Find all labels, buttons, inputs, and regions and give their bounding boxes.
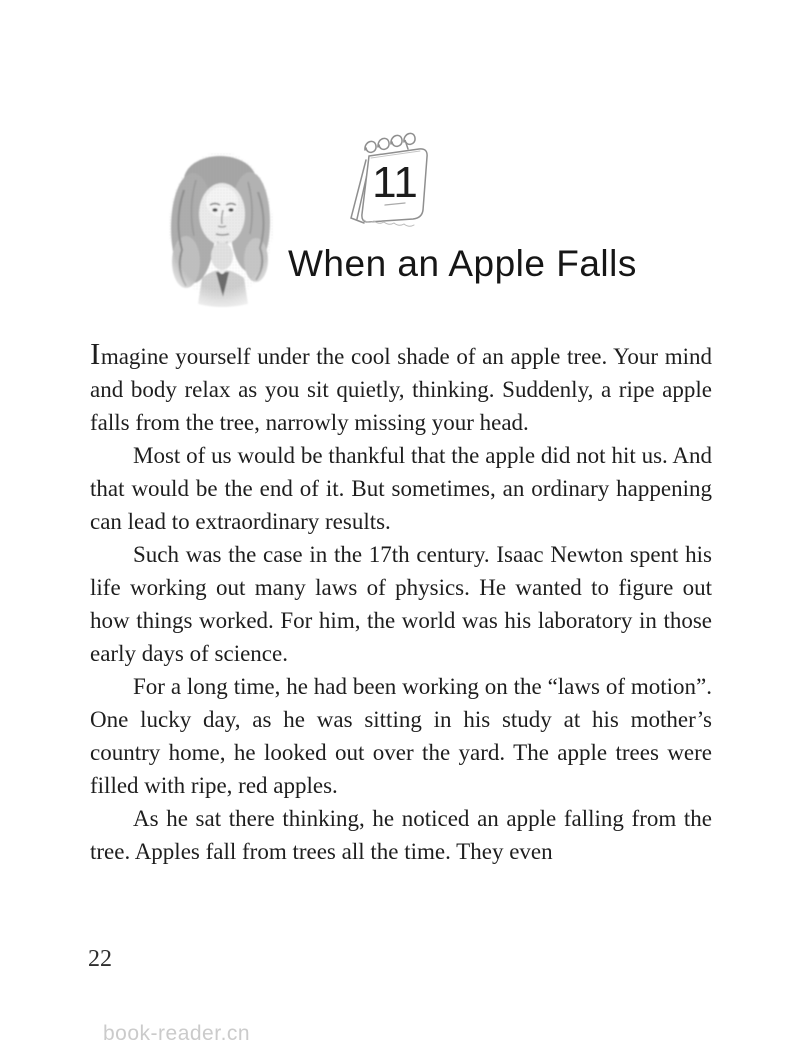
chapter-number: 11 [372,158,418,207]
watermark-text: book-reader.cn [103,1022,251,1045]
paragraph-2: Most of us would be thankful that the apple did not hit us. And that would be the end of it. But sometimes, an ordinary happening can lead to extraordinary results. [90,443,712,534]
paragraph-5: As he sat there thinking, he noticed an apple falling from the tree. Apples fall from trees all the time. They even [90,806,712,864]
paragraph-1 [90,336,712,439]
isaac-newton-portrait-image [160,150,282,308]
calendar-icon [335,126,445,240]
paragraph-1-text: magine yourself under the cool shade of an apple tree. Your mind and body relax as you sit quietly, thinking. Suddenly, a ripe apple falls from the tree, narrowly missing your head. [90,344,712,435]
isaac-newton-portrait-icon [160,150,282,308]
paragraph-4: For a long time, he had been working on the “laws of motion”. One lucky day, as he was sitting in his study at his mother’s country home, he looked out over the yard. The apple trees were filled with ripe, red apples. [90,674,712,798]
dropcap-initial: I [90,336,101,371]
paragraph-3: Such was the case in the 17th century. Isaac Newton spent his life working out many laws of physics. He wanted to figure out how things worked. For him, the world was his laboratory in those early days of science. [90,542,712,666]
chapter-title: When an Apple Falls [288,243,637,284]
flip-calendar-icon [335,126,445,240]
page-number: 22 [88,946,112,972]
body-text [90,336,712,868]
